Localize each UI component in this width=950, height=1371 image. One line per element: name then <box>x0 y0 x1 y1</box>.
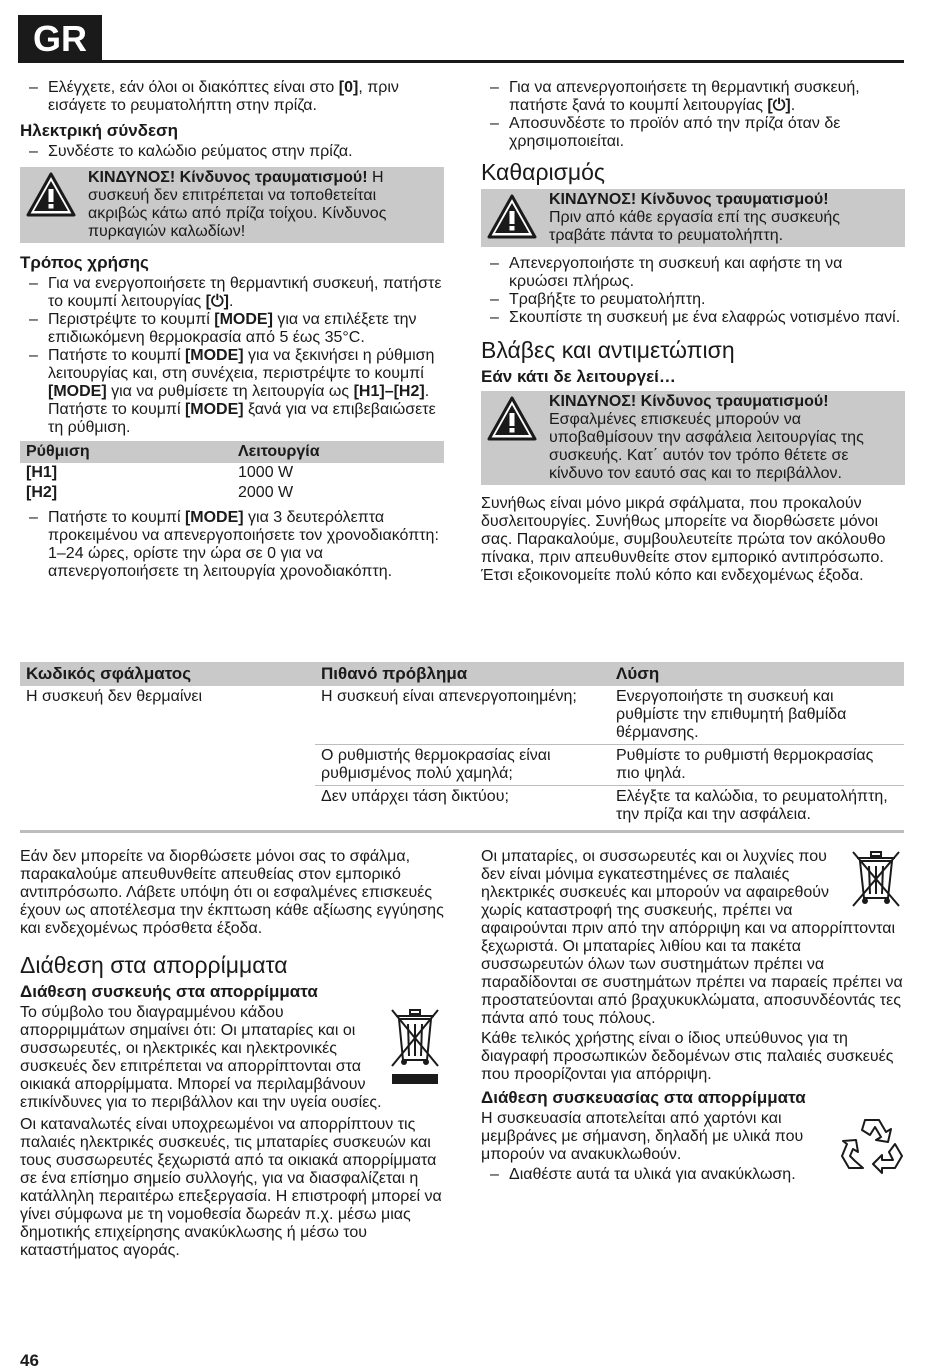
packaging-title: Διάθεση συσκευασίας στα απορρίμματα <box>481 1088 806 1107</box>
header-rule <box>102 60 904 63</box>
electrical-warning: ΚΙΝΔΥΝΟΣ! Κίνδυνος τραυματισμού! Η συσκευή δεν επιτρέπεται να τοποθετείται ακριβώς κάτω από πρίζα τοίχου. Κίνδυνος πυρκαγιών καλωδίων! <box>20 167 444 243</box>
settings-table <box>20 441 444 503</box>
fault-header: Πιθανό πρόβλημα <box>315 662 610 686</box>
power-off-item: – Για να απενεργοποιήσετε τη θερμαντική συσκευή, πατήστε ξανά το κουμπί λειτουργίας [⏻]. <box>481 79 905 115</box>
settings-header: Λειτουργία <box>232 441 444 463</box>
fault-header: Λύση <box>610 662 904 686</box>
faults-warning: ΚΙΝΔΥΝΟΣ! Κίνδυνος τραυματισμού! Εσφαλμένες επισκευές μπορούν να υποβαθμίσουν την ασφάλεια λειτουργίας της συσκευής. Κατ΄ αυτόν τον τρόπο θέτετε σε κίνδυνο τον εαυτό σας και το περιβάλλον. <box>481 391 905 485</box>
usage-title: Τρόπος χρήσης <box>20 253 149 272</box>
faults-subtitle: Εάν κάτι δε λειτουργεί… <box>481 367 676 386</box>
repair-paragraph: Εάν δεν μπορείτε να διορθώσετε μόνοι σας το σφάλμα, παρακαλούμε απευθυνθείτε απευθείας στον εμπορικό αντιπρόσωπο. Λάβετε υπόψη ότι οι εσφαλμένες επισκευές έχουν ως αποτέλεσμα την έκπτωση κάθε αξίωσης εγγύησης και ενδεχομένως πρόσθετα έξοδα. <box>20 848 444 937</box>
fault-table-rule <box>20 830 904 833</box>
faults-title: Βλάβες και αντιμετώπιση <box>481 337 735 363</box>
usage-item-power: – Για να ενεργοποιήσετε τη θερμαντική συσκευή, πατήστε το κουμπί λειτουργίας [⏻]. <box>20 275 444 311</box>
cleaning-step: – Απενεργοποιήστε τη συσκευή και αφήστε τη να κρυώσει πλήρως. <box>481 255 905 291</box>
table-row: Ο ρυθμιστής θερμοκρασίας είναι ρυθμισμένος πολύ χαμηλά; Ρυθμίστε το ρυθμιστή θερμοκρασίας πιο ψηλά. <box>20 745 904 786</box>
table-row: Η συσκευή δεν θερμαίνει Η συσκευή είναι απενεργοποιημένη; Ενεργοποιήστε τη συσκευή και ρυθμίστε την επιθυμητή βαθμίδα θέρμανσης. <box>20 686 904 745</box>
page-number: 46 <box>20 1351 39 1370</box>
warning-icon <box>487 193 537 241</box>
timer-item: – Πατήστε το κουμπί [MODE] για 3 δευτερόλεπτα προκειμένου να απενεργοποιήσετε τον χρονοδιακόπτη: 1–24 ώρες, ορίστε την ώρα σε 0 για να απενεργοποιήσετε τη λειτουργία χρονοδιακόπτη. <box>20 509 444 581</box>
unplug-item: – Αποσυνδέστε το προϊόν από την πρίζα όταν δε χρησιμοποιείται. <box>481 115 905 151</box>
device-disposal-title: Διάθεση συσκευής στα απορρίμματα <box>20 982 318 1001</box>
warning-icon <box>26 171 76 219</box>
fault-header: Κωδικός σφάλματος <box>20 662 315 686</box>
cleaning-warning: ΚΙΝΔΥΝΟΣ! Κίνδυνος τραυματισμού! Πριν από κάθε εργασία επί της συσκευής τραβάτε πάντα το ρευματολήπτη. <box>481 189 905 247</box>
battery-disposal-text: Οι μπαταρίες, οι συσσωρευτές και οι λυχνίες που δεν είναι μόνιμα εγκατεστημένες σε παλαιές ηλεκτρικές συσκευές και μπορούν να αφαιρεθούν χωρίς καταστροφή της συσκευής, πρέπει να αφαιρούνται πριν από την απόρριψη και να απορρίπτονται ξεχωριστά. Οι μπαταρίες λιθίου και τα πακέτα συσσωρευτών όλων των συστημάτων πρέπει να παραδίδονται σε συστημάτων πρέπει να παραείς πρέπει να προστατεύονται από βραχυκυκλώματα, αποσυνδέοντάς τες πάντα από τους πόλους. <box>481 848 905 1028</box>
crossed-bin-icon <box>386 1006 444 1086</box>
data-deletion-text: Κάθε τελικός χρήστης είναι ο ίδιος υπεύθυνος για τη διαγραφή προσωπικών δεδομένων στις παλαιές συσκευές που προορίζονται για απόρριψη. <box>481 1030 894 1083</box>
packaging-item: – Διαθέστε αυτά τα υλικά για ανακύκλωση. <box>481 1166 905 1184</box>
crossed-bin-icon <box>847 848 905 910</box>
warning-icon <box>487 395 537 443</box>
right-column <box>481 79 905 585</box>
table-row: Δεν υπάρχει τάση δικτύου; Ελέγξτε τα καλώδια, το ρευματολήπτη, την πρίζα και την ασφάλεια. <box>20 786 904 827</box>
bottom-right-column <box>481 848 905 1184</box>
usage-item-temp: – Περιστρέψτε το κουμπί [MODE] για να επιλέξετε την επιδιωκόμενη θερμοκρασία από 5 έως 35°C. <box>20 311 444 347</box>
disposal-title: Διάθεση στα απορρίμματα <box>20 952 288 978</box>
bottom-left-column <box>20 848 444 1260</box>
table-row: [H1] 1000 W <box>26 464 294 481</box>
fault-table-block <box>20 662 904 833</box>
language-badge: GR <box>18 15 102 63</box>
settings-header: Ρύθμιση <box>20 441 232 463</box>
device-disposal-text: Το σύμβολο του διαγραμμένου κάδου απορριμμάτων σημαίνει ότι: Οι μπαταρίες και οι συσσωρευτές, οι ηλεκτρικές και ηλεκτρονικές συσκευές δεν επιτρέπεται να απορρίπτονται στα οικιακά απορρίμματα. Μπορεί να περιλαμβάνουν επικίνδυνες για το περιβάλλον και την υγεία ουσίες. <box>20 1004 444 1112</box>
faults-paragraph: Συνήθως είναι μόνο μικρά σφάλματα, που προκαλούν δυσλειτουργίες. Συνήθως μπορείτε να διορθώσετε μόνοι σας. Παρακαλούμε, συμβουλευτείτε πρώτα τον ακόλουθο πίνακα, πριν απευθυνθείτε στον εμπορικό αντιπρόσωπο. Έτσι εξοικονομείτε πολύ κόπο και ενδεχομένως έξοδα. <box>481 495 886 584</box>
intro-item: – Ελέγχετε, εάν όλοι οι διακόπτες είναι στο [0], πριν εισάγετε το ρευματολήπτη στην πρίζα. <box>20 79 444 115</box>
cleaning-title: Καθαρισμός <box>481 159 605 185</box>
table-row: [H2] 2000 W <box>26 484 294 501</box>
fault-code: Η συσκευή δεν θερμαίνει <box>26 688 203 705</box>
fault-table <box>20 662 904 826</box>
electrical-title: Ηλεκτρική σύνδεση <box>20 121 179 140</box>
electrical-item: – Συνδέστε το καλώδιο ρεύματος στην πρίζα. <box>20 143 444 161</box>
usage-item-mode: – Πατήστε το κουμπί [MODE] για να ξεκινήσει η ρύθμιση λειτουργίας και, στη συνέχεια, περιστρέψτε το κουμπί [MODE] για να ρυθμίσετε τη λειτουργία ως [H1]–[H2]. Πατήστε το κουμπί [MODE] ξανά για να επιβεβαιώσετε τη ρύθμιση. <box>20 347 444 437</box>
left-column <box>20 79 444 581</box>
cleaning-step: – Τραβήξτε το ρευματολήπτη. <box>481 291 905 309</box>
device-disposal-text-2: Οι καταναλωτές είναι υποχρεωμένοι να απορρίπτουν τις παλαιές ηλεκτρικές συσκευές, τις μπαταρίες συσκευών και τους συσσωρευτές ξεχωριστά από τα οικιακά απορρίμματα σε ένα επίσημο σημείο συλλογής, για να διασφαλίζεται η κατάλληλη περαιτέρω επεξεργασία. Η επιστροφή μπορεί να γίνει σύμφωνα με τη νομοθεσία δωρεάν π.χ. μέσω μιας δημοτικής επιχείρησης ανακύκλωσης ή μέσω του καταστήματος αγοράς. <box>20 1116 442 1259</box>
cleaning-step: – Σκουπίστε τη συσκευή με ένα ελαφρώς νοτισμένο πανί. <box>481 309 905 327</box>
packaging-text: Η συσκευασία αποτελείται από χαρτόνι και μεμβράνες με σήμανση, δηλαδή με υλικά που μπορούν να ανακυκλωθούν. <box>481 1110 905 1164</box>
